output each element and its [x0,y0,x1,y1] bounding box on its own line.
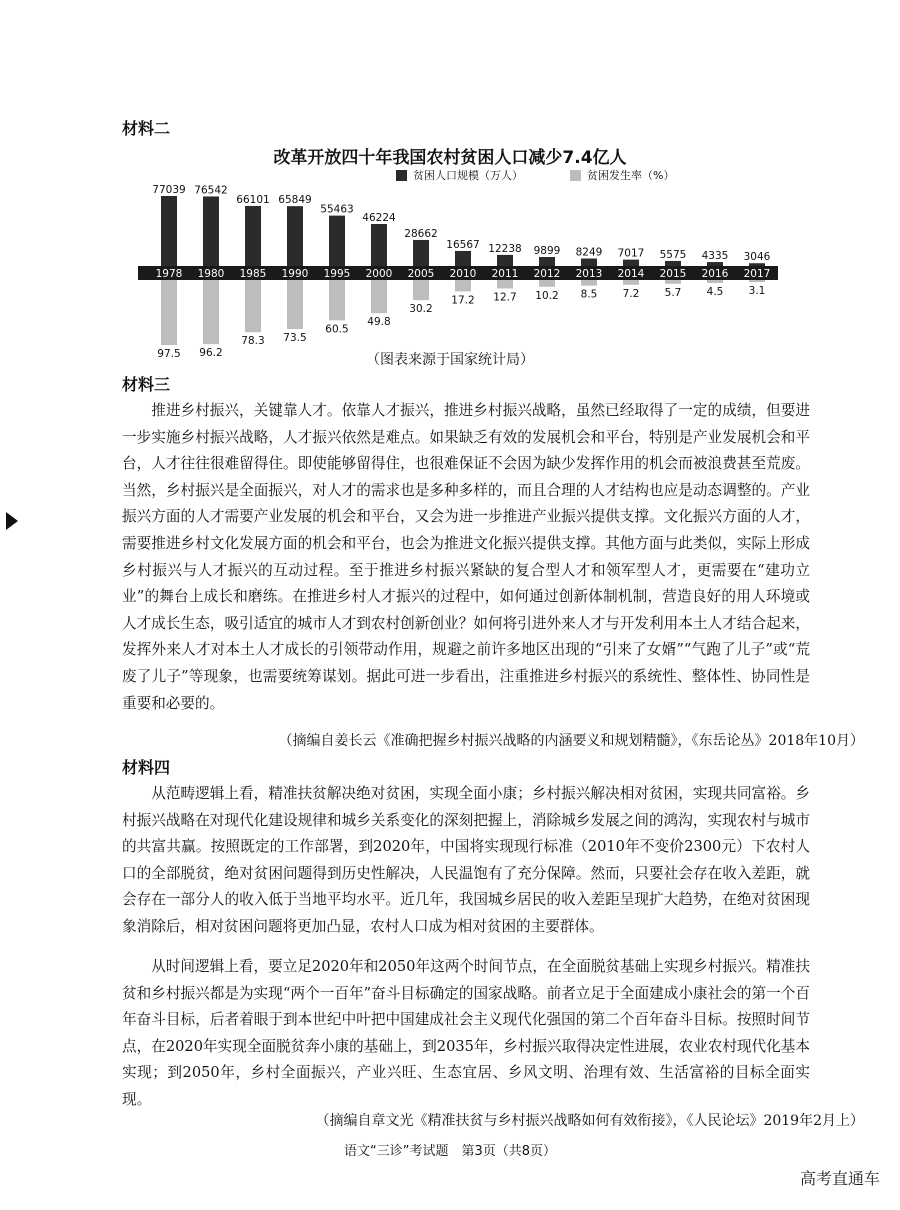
population-value-label: 55463 [320,203,354,216]
rate-bar [497,280,513,288]
population-value-label: 12238 [488,242,522,255]
population-bar [329,216,345,266]
rate-value-label: 97.5 [157,348,181,360]
rate-bar [371,280,387,313]
year-tick-label: 2016 [701,268,729,280]
year-tick-label: 2017 [743,268,771,280]
population-value-label: 77039 [152,184,186,196]
year-tick-label: 1995 [323,268,351,280]
population-bar [203,196,219,266]
rate-bar [203,280,219,344]
population-bar [539,257,555,266]
population-bar [749,263,765,266]
rate-value-label: 78.3 [241,335,265,348]
watermark-logo: 高考直通车 [799,1169,880,1188]
population-bar [623,260,639,266]
rate-bar [413,280,429,300]
population-bar [287,206,303,266]
rate-value-label: 3.1 [748,285,766,298]
population-bar [497,255,513,266]
year-tick-label: 1990 [281,268,309,280]
year-tick-label: 1978 [155,268,183,280]
population-bar [665,261,681,266]
material4-heading: 材料四 [122,758,171,777]
material4-paragraph-1: 从范畴逻辑上看，精准扶贫解决绝对贫困，实现全面小康；乡村振兴解决相对贫困，实现共同富裕。乡村振兴战略在对现代化建设规律和城乡关系变化的深刻把握上，消除城乡发展之间的鸿沟，实现农村与城市的共富共赢。按照既定的工作部署，到2020年，中国将实现现行标准（2010年不变价2300元）下农村人口的全部脱贫，绝对贫困问题得到历史性解决，人民温饱有了充分保障。然而，只要社会存在收入差距，就会存在一部分人的收入低于当地平均水平。近几年，我国城乡居民的收入差距呈现扩大趋势，在绝对贫困现象消除后，相对贫困问题将更加凸显，农村人口成为相对贫困的主要群体。 [122,785,810,935]
population-value-label: 4335 [701,250,729,263]
rate-value-label: 12.7 [493,291,517,304]
rate-value-label: 73.5 [283,332,307,344]
population-bar [161,196,177,266]
population-value-label: 76542 [194,184,228,197]
page-footer: 语文“三诊”考试题 第3页（共8页） [343,1144,556,1159]
rate-value-label: 17.2 [451,294,475,307]
rate-bar [287,280,303,329]
legend-population-label: 贫困人口规模（万人） [413,169,523,182]
legend-rate-label: 贫困发生率（%） [587,169,675,182]
population-bar [413,240,429,266]
rate-value-label: 8.5 [580,288,598,301]
rate-bar [581,280,597,286]
year-tick-label: 2005 [407,268,435,280]
legend-swatch-dark-icon [396,170,407,181]
population-bar [581,259,597,266]
chart-title: 改革开放四十年我国农村贫困人口减少7.4亿人 [273,148,627,168]
population-bar [371,224,387,266]
population-value-label: 8249 [575,246,603,259]
rate-value-label: 49.8 [367,316,391,329]
material4-citation: （摘编自章文光《精准扶贫与乡村振兴战略如何有效衔接》，《人民论坛》2019年2月上） [315,1113,864,1129]
population-value-label: 3046 [743,251,771,264]
rate-bar [623,280,639,285]
population-value-label: 5575 [659,248,687,261]
rate-value-label: 60.5 [325,323,349,336]
page-turn-arrow-icon [6,512,18,530]
material4-paragraph-2: 从时间逻辑上看，要立足2020年和2050年这两个时间节点，在全面脱贫基础上实现乡村振兴。精准扶贫和乡村振兴都是为实现“两个一百年”奋斗目标确定的国家战略。前者立足于全面建成小康社会的第一个百年奋斗目标，后者着眼于到本世纪中叶把中国建成社会主义现代化强国的第二个百年奋斗目标。按照时间节点，在2020年实现全面脱贫奔小康的基础上，到2035年，乡村振兴取得决定性进展，农业农村现代化基本实现；到2050年，乡村全面振兴，产业兴旺、生态宜居、乡风文明、治理有效、生活富裕的目标全面实现。 [122,958,810,1108]
rate-bar [245,280,261,332]
material3-citation: （摘编自姜长云《准确把握乡村振兴战略的内涵要义和规划精髓》，《东岳论丛》2018年10月） [278,733,864,749]
material3-paragraph: 推进乡村振兴，关键靠人才。依靠人才振兴，推进乡村振兴战略，虽然已经取得了一定的成绩，但要进一步实施乡村振兴战略，人才振兴依然是难点。如果缺乏有效的发展机会和平台，特别是产业发展机会和平台，人才往往很难留得住。即使能够留得住，也很难保证不会因为缺少发挥作用的机会而被浪费甚至荒废。当然，乡村振兴是全面振兴，对人才的需求也是多种多样的，而且合理的人才结构也应是动态调整的。产业振兴方面的人才需要产业发展的机会和平台，又会为进一步推进产业振兴提供支撑。文化振兴方面的人才，需要推进乡村文化发展方面的机会和平台，也会为推进文化振兴提供支撑。其他方面与此类似，实际上形成乡村振兴与人才振兴的互动过程。至于推进乡村振兴紧缺的复合型人才和领军型人才，更需要在“建功立业”的舞台上成长和磨练。在推进乡村人才振兴的过程中，如何通过创新体制机制，营造良好的用人环境或人才成长生态，吸引适宜的城市人才到农村创新创业？如何将引进外来人才与开发利用本土人才结合起来，发挥外来人才对本土人才成长的引领带动作用，规避之前许多地区出现的“引来了女婿”“气跑了儿子”或“荒废了儿子”等现象，也需要统筹谋划。据此可进一步看出，注重推进乡村振兴的系统性、整体性、协同性是重要和必要的。 [122,402,810,712]
rate-bar [749,280,765,282]
rate-value-label: 96.2 [199,347,223,360]
year-tick-label: 2013 [575,268,603,280]
rate-bar [329,280,345,320]
material3-heading: 材料三 [122,375,171,394]
rate-value-label: 4.5 [706,286,724,298]
year-tick-label: 1985 [239,268,267,280]
population-value-label: 9899 [533,245,561,258]
rate-bar [539,280,555,287]
population-value-label: 28662 [404,227,438,240]
rate-bar [161,280,177,345]
legend-swatch-light-icon [570,170,581,181]
population-bar [707,262,723,266]
population-value-label: 46224 [362,211,396,224]
material2-heading: 材料二 [122,119,171,138]
population-value-label: 66101 [236,193,270,206]
year-tick-label: 2014 [617,268,645,280]
rate-bar [455,280,471,291]
year-tick-label: 2010 [449,268,477,280]
year-tick-label: 1980 [197,268,225,280]
rate-value-label: 10.2 [535,289,559,302]
rate-value-label: 30.2 [409,303,433,316]
population-bar [245,206,261,266]
year-tick-label: 2000 [365,268,393,280]
population-value-label: 65849 [278,194,312,207]
rate-value-label: 5.7 [664,286,682,299]
rate-value-label: 7.2 [622,287,640,300]
chart-source: （图表来源于国家统计局） [366,352,534,368]
population-value-label: 16567 [446,238,480,251]
year-tick-label: 2012 [533,268,561,280]
population-value-label: 7017 [617,247,645,260]
rate-bar [707,280,723,283]
population-bar [455,251,471,266]
year-tick-label: 2011 [491,268,519,280]
year-tick-label: 2015 [659,268,687,280]
rate-bar [665,280,681,284]
